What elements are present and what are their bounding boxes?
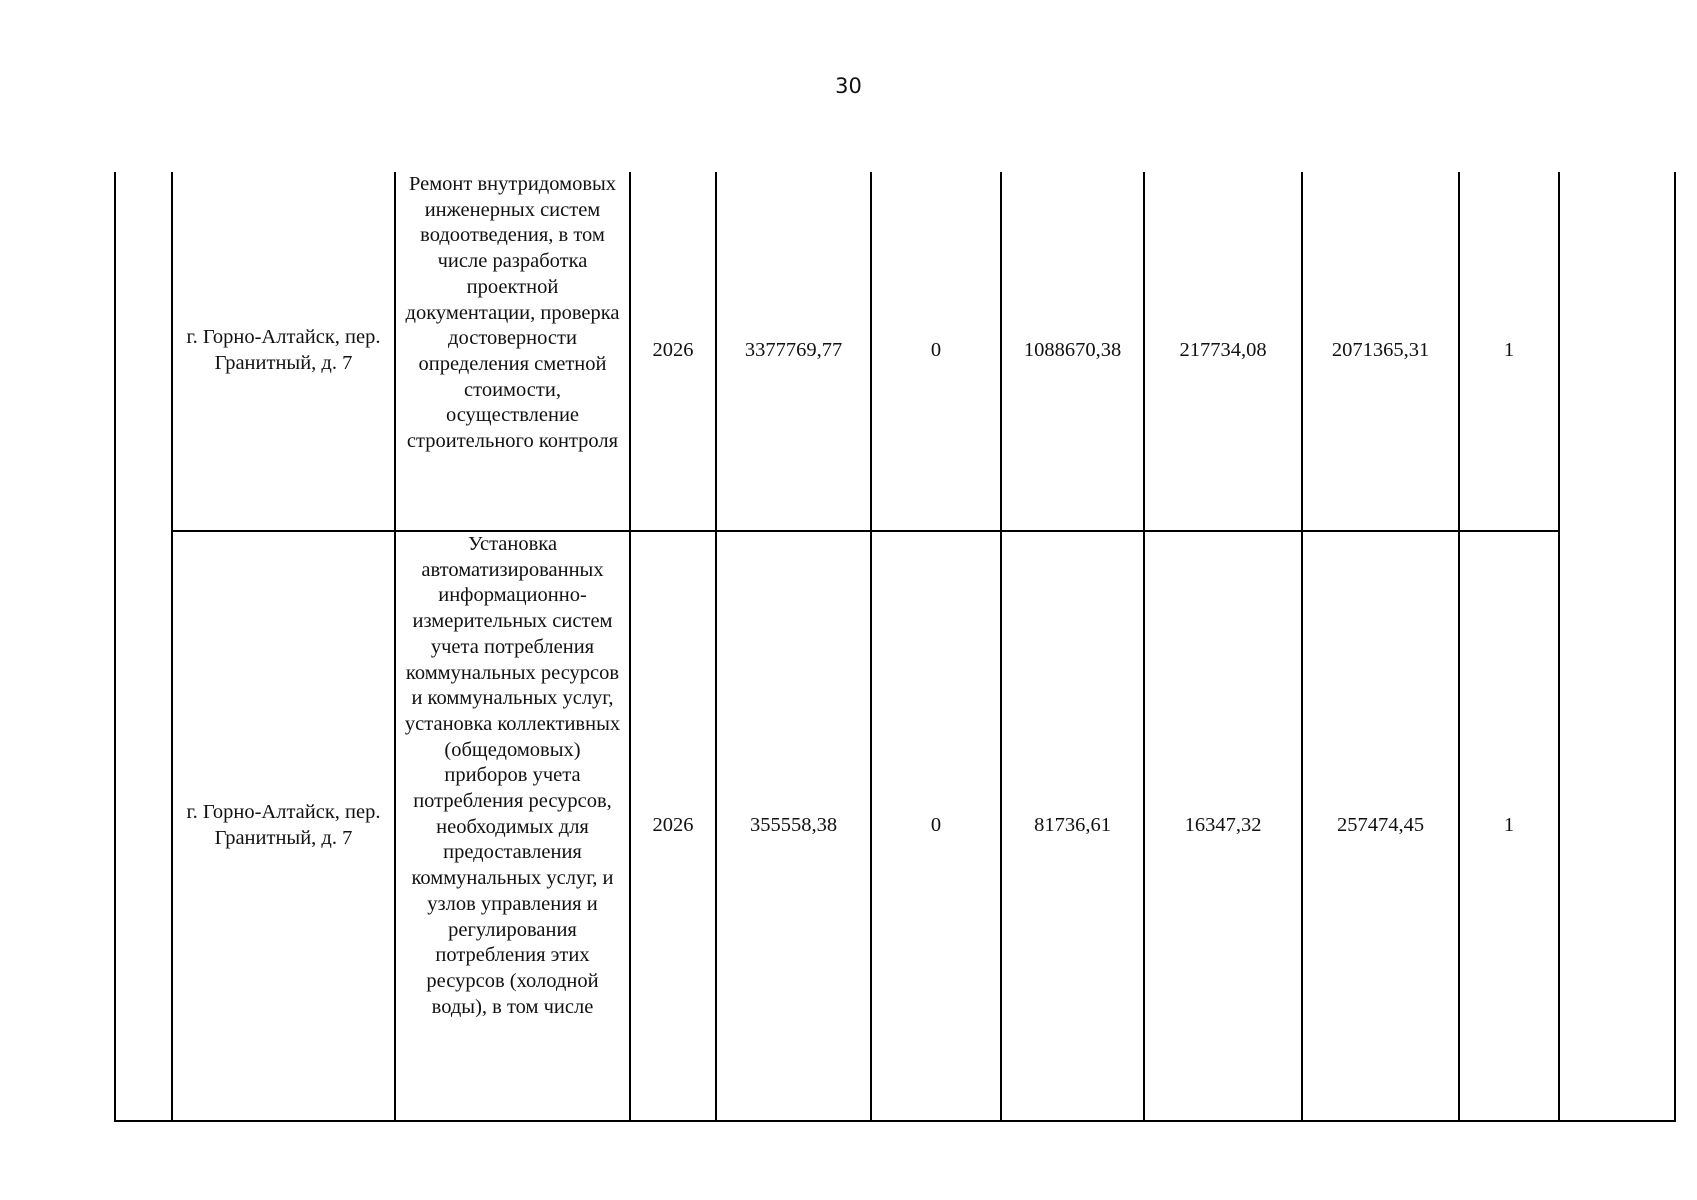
row-2-col8-cell [1303, 532, 1458, 1120]
row-2-col5-cell [872, 532, 1000, 1120]
row-2-col9: 1 [1503, 814, 1515, 837]
row-2-work-cell [396, 532, 629, 1120]
row-2-col5: 0 [930, 814, 942, 837]
row-1-col7: 217734,08 [1179, 339, 1267, 362]
page-number: 30 [835, 74, 862, 98]
table-row-2 [173, 532, 394, 1120]
row-2-col7-cell [1145, 532, 1301, 1120]
row-1-col8: 2071365,31 [1331, 339, 1430, 362]
row-1-year: 2026 [652, 339, 694, 362]
row-2-total-cell [717, 532, 870, 1120]
row-1-work-description: Ремонт внутридомовых инженерных систем водоотведения, в том числе разработка проектной документации, проверка достоверности определения сметной стоимости, осуществление строительного контроля [405, 173, 620, 453]
row-1-col6: 1088670,38 [1023, 339, 1122, 362]
row-1-total: 3377769,77 [744, 339, 843, 362]
capital-repair-table [114, 172, 1676, 1122]
row-1-year-cell [631, 172, 715, 530]
row-1-col6-cell [1002, 172, 1143, 530]
row-1-col7-cell [1145, 172, 1301, 530]
row-2-col9-cell [1460, 532, 1558, 1120]
grid-line-v-10 [1558, 172, 1560, 1122]
table-row-1 [173, 172, 394, 530]
row-2-year: 2026 [652, 814, 694, 837]
grid-line-v-11 [1674, 172, 1676, 1122]
row-1-total-cell [717, 172, 870, 530]
row-1-work-cell [396, 172, 629, 530]
row-2-total: 355558,38 [749, 814, 838, 837]
row-2-address: г. Горно-Алтайск, пер. Гранитный, д. 7 [186, 801, 381, 849]
grid-line-v-0 [114, 172, 116, 1122]
row-1-col5-cell [872, 172, 1000, 530]
row-1-col9: 1 [1503, 339, 1515, 362]
row-2-year-cell [631, 532, 715, 1120]
row-1-col9-cell [1460, 172, 1558, 530]
row-2-col8: 257474,45 [1336, 814, 1425, 837]
row-2-col6: 81736,61 [1034, 814, 1111, 837]
row-2-work-description: Установка автоматизированных информационно-измерительных систем учета потребления коммунальных ресурсов и коммунальных услуг, установка коллективных (общедомовых) приборов учета потребления ресурсов, необходимых для предоставления коммунальных услуг, и узлов управления и регулирования потребления этих ресурсов (холодной воды), в том числе [404, 533, 621, 1018]
row-2-col7: 16347,32 [1184, 814, 1262, 837]
row-1-col8-cell [1303, 172, 1458, 530]
row-1-address: г. Горно-Алтайск, пер. Гранитный, д. 7 [186, 326, 381, 374]
row-2-col6-cell [1002, 532, 1143, 1120]
table-bottom-line [114, 1120, 1676, 1122]
row-1-col5: 0 [930, 339, 942, 362]
